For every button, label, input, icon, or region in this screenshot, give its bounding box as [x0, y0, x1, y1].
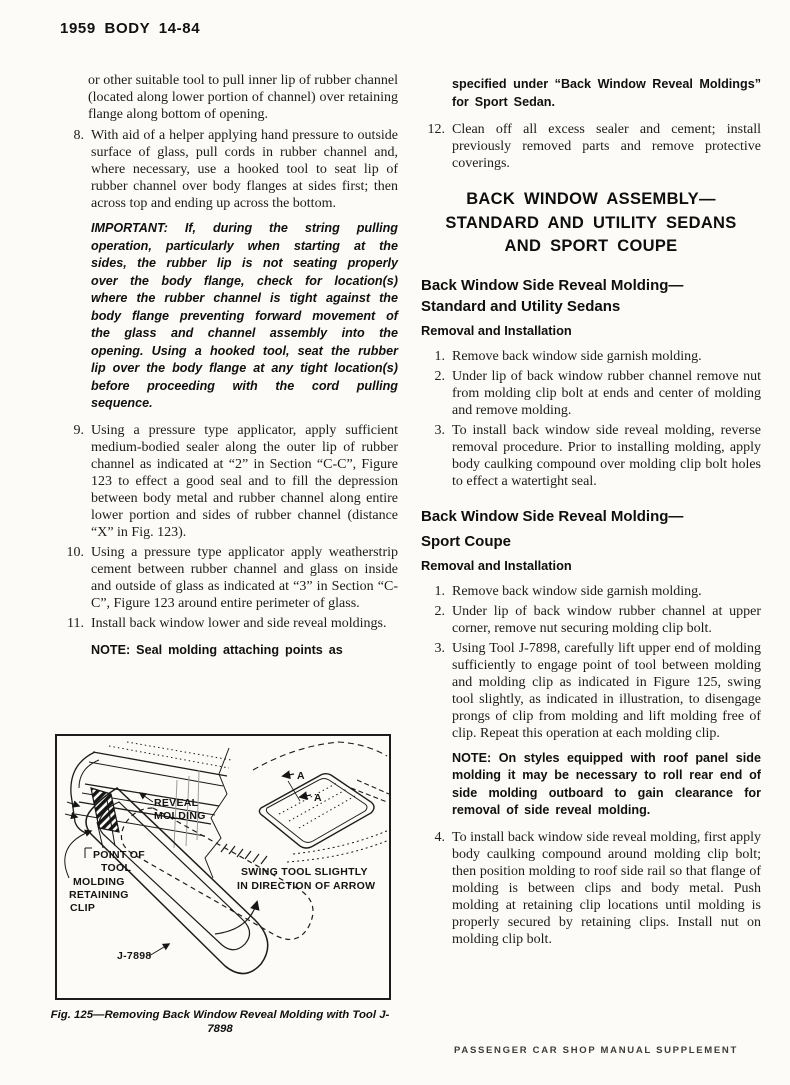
s1-list-item-2	[421, 368, 761, 419]
section-a-label: A	[297, 770, 305, 782]
main-heading-line: STANDARD AND UTILITY SEDANS	[445, 213, 737, 232]
section-a-label: A	[314, 792, 322, 804]
section2-heading	[421, 506, 761, 552]
s2-list-item-1	[421, 583, 761, 600]
figure-box	[55, 734, 391, 1000]
swing-arrow	[215, 902, 257, 934]
item-text: Clean off all excess sealer and cement; install previously removed parts and remove protective coverings.	[452, 122, 761, 171]
list-item-12	[421, 121, 761, 172]
figure-caption: Fig. 125—Removing Back Window Reveal Molding with Tool J-7898	[50, 1009, 390, 1035]
retaining-clip-label: MOLDING	[73, 876, 125, 888]
retaining-clip-label: CLIP	[70, 902, 96, 914]
item-text: Remove back window side garnish molding.	[452, 348, 702, 364]
item-text: To install back window side reveal molding, reverse removal procedure. Prior to installing molding, apply body caulking compound over molding clip bolt holes to effect a watertight seal.	[452, 422, 761, 489]
retaining-clip-label: RETAINING	[69, 889, 129, 901]
item-text: To install back window side reveal molding, first apply body caulking compound around molding clip bolt; then position molding to roof side rail so that flange of molding is between clips and body metal. Push molding at retaining clip locations until molding is properly secured by retaining clips. Install nut on molding clip bolt.	[452, 829, 761, 947]
note-continuation: specified under “Back Window Reveal Moldings” for Sport Sedan.	[452, 77, 761, 109]
left-column	[60, 72, 398, 659]
main-heading-line: BACK WINDOW ASSEMBLY—	[466, 190, 716, 208]
item-number: 1.	[434, 583, 445, 599]
main-heading	[427, 188, 755, 259]
list-item-11	[60, 615, 398, 632]
item-number: 8.	[73, 128, 84, 143]
item-number: 3.	[434, 422, 445, 438]
item-number: 11.	[67, 615, 84, 631]
page-footer: PASSENGER CAR SHOP MANUAL SUPPLEMENT	[454, 1045, 738, 1056]
item-number: 9.	[73, 422, 84, 438]
item-text: Install back window lower and side reveal moldings.	[91, 615, 387, 631]
main-heading-line: AND SPORT COUPE	[504, 237, 678, 255]
s2-list-item-3	[421, 640, 761, 742]
section2-subheading: Removal and Installation	[421, 557, 572, 573]
section1-subheading: Removal and Installation	[421, 322, 572, 338]
item-number: 12.	[427, 122, 445, 137]
point-of-tool-label: POINT OF	[93, 849, 145, 861]
s2-list-item-4	[421, 829, 761, 948]
item-number: 10.	[66, 544, 84, 560]
important-note: IMPORTANT: If, during the string pulling operation, particularly when starting at the sides, the rubber lip is not seating properly over the body flange, check for location(s) where the rubber channel is tight against the body flange preventing forward movement of the glass and channel assembly into the opening. Using a hooked tool, seat the rubber lip over the body flange at any tight location(s) before proceeding with the cord pulling sequence.	[91, 221, 398, 410]
swing-tool-label: SWING TOOL SLIGHTLY	[241, 866, 368, 878]
page-header: 1959 BODY 14-84	[60, 20, 201, 37]
clip-hatch	[91, 788, 119, 832]
section-heading-line: Standard and Utility Sedans	[421, 297, 621, 315]
section-heading-line: Back Window Side Reveal Molding—	[421, 507, 684, 525]
item-number: 2.	[434, 603, 445, 619]
section-heading-line: Sport Coupe	[421, 532, 511, 550]
list-item-8	[60, 127, 398, 212]
item-text: Using Tool J-7898, carefully lift upper end of molding sufficiently to engage point of tool between molding and molding clip as indicated in Figure 125, swing tool slightly, as indicated in illustration, to disengage prongs of clip from molding and lift molding free of clip. Repeat this operation at each molding clip.	[452, 640, 761, 741]
right-column	[421, 76, 761, 951]
s1-list-item-1	[421, 348, 761, 365]
s2-list-item-2	[421, 603, 761, 637]
item-text: Using a pressure type applicator, apply sufficient medium-bodied sealer along the outer lip of rubber channel as indicated at “2” in Section “C-C”, Figure 123 to effect a good seal and to fill the depression between body metal and rubber channel along entire lower portion and sides of rubber channel (distance “X” in Fig. 123).	[91, 422, 398, 540]
section1-heading	[421, 275, 761, 317]
item-number: 1.	[434, 348, 445, 364]
note-left: NOTE: Seal molding attaching points as	[91, 642, 343, 657]
roof-rail-drawing	[65, 742, 231, 878]
s1-list-item-3	[421, 422, 761, 490]
item-text: Remove back window side garnish molding.	[452, 583, 702, 599]
figure-illustration	[57, 736, 389, 998]
note-right: NOTE: On styles equipped with roof panel side molding it may be necessary to roll rear end of side molding outboard to gain clearance for removal of side reveal molding.	[452, 750, 761, 817]
item-text: With aid of a helper applying hand pressure to outside surface of glass, pull cords in rubber channel and, where necessary, use a hooked tool to seat lip of rubber channel over body flanges at sides first; then across top and ending up across the bottom.	[91, 128, 398, 211]
tool-number-label: J-7898	[117, 950, 152, 962]
list-item-9	[60, 422, 398, 541]
reveal-molding-label: REVEAL	[154, 797, 199, 809]
continuation-paragraph: or other suitable tool to pull inner lip of rubber channel (located along lower portion of channel) over retaining flange along bottom of opening.	[88, 73, 398, 122]
point-of-tool-label: TOOL	[101, 862, 132, 874]
section-heading-line: Back Window Side Reveal Molding—	[421, 276, 684, 294]
item-number: 2.	[434, 368, 445, 384]
rear-window-outline	[221, 742, 389, 864]
item-text: Under lip of back window rubber channel remove nut from molding clip bolt at ends and center of molding and remove molding.	[452, 368, 761, 418]
item-text: Under lip of back window rubber channel at upper corner, remove nut securing molding clip bolt.	[452, 603, 761, 636]
item-text: Using a pressure type applicator apply weatherstrip cement between rubber channel and glass on inside and outside of glass as indicated at “3” in Section “C-C”, Figure 123 around entire perimeter of glass.	[91, 544, 398, 611]
item-number: 4.	[434, 829, 445, 845]
swing-tool-label: IN DIRECTION OF ARROW	[237, 880, 376, 892]
item-number: 3.	[434, 640, 445, 656]
list-item-10	[60, 544, 398, 612]
reveal-molding-label: MOLDING	[154, 810, 206, 822]
